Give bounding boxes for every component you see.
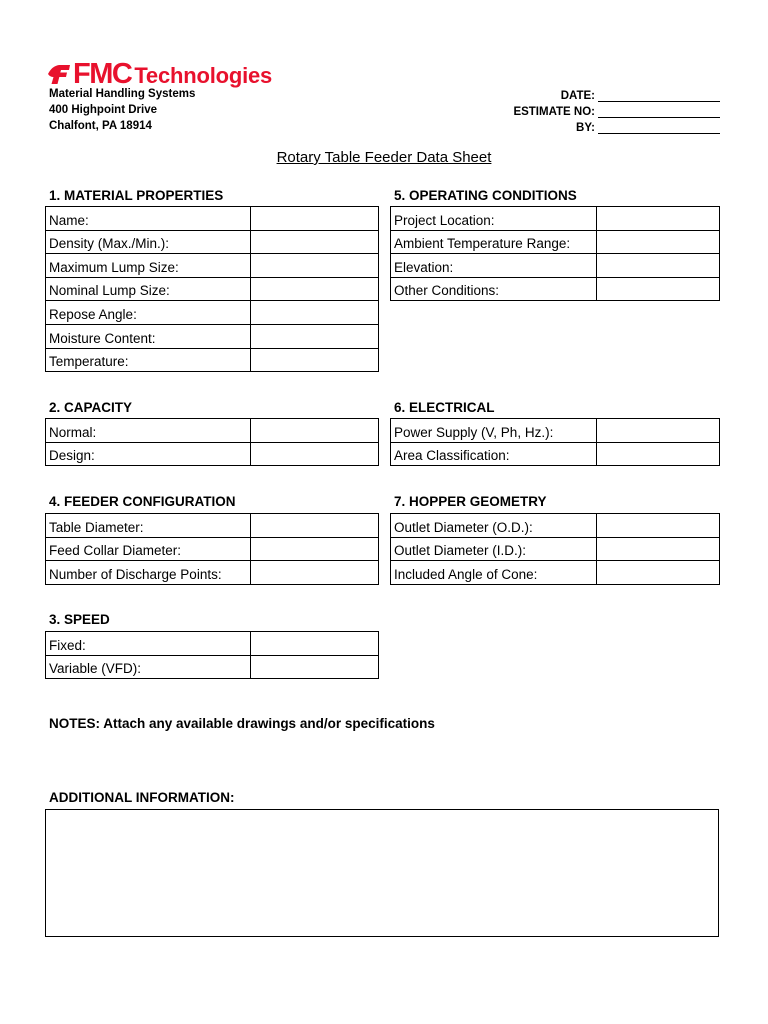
feeder-configuration-table: [45, 513, 379, 585]
value-cell[interactable]: [251, 561, 379, 585]
table-row: [46, 277, 379, 301]
table-row: [46, 655, 379, 679]
value-cell[interactable]: [597, 254, 720, 278]
value-cell[interactable]: [251, 207, 379, 231]
value-cell[interactable]: [597, 207, 720, 231]
value-cell[interactable]: [251, 348, 379, 372]
speed-heading: 3. SPEED: [49, 612, 110, 627]
hopper-geometry-table: [390, 513, 720, 585]
row-label: Design:: [46, 442, 251, 466]
row-label: Variable (VFD):: [46, 655, 251, 679]
row-label: Elevation:: [391, 254, 597, 278]
value-cell[interactable]: [251, 655, 379, 679]
row-label: Fixed:: [46, 632, 251, 656]
table-row: [391, 561, 720, 585]
table-row: [46, 324, 379, 348]
row-label: Name:: [46, 207, 251, 231]
row-label: Outlet Diameter (I.D.):: [391, 537, 597, 561]
capacity-table: [45, 418, 379, 466]
date-label: DATE:: [560, 90, 595, 102]
row-label: Power Supply (V, Ph, Hz.):: [391, 419, 597, 443]
estimate-no-label: ESTIMATE NO:: [513, 106, 595, 118]
value-cell[interactable]: [251, 230, 379, 254]
value-cell[interactable]: [597, 514, 720, 538]
value-cell[interactable]: [597, 230, 720, 254]
row-label: Table Diameter:: [46, 514, 251, 538]
table-row: [46, 632, 379, 656]
value-cell[interactable]: [251, 254, 379, 278]
estimate-no-field: [470, 102, 720, 118]
estimate-no-input-line[interactable]: [598, 104, 720, 118]
value-cell[interactable]: [251, 442, 379, 466]
value-cell[interactable]: [251, 301, 379, 325]
table-row: [391, 442, 720, 466]
address-division: Material Handling Systems: [49, 88, 196, 100]
value-cell[interactable]: [597, 442, 720, 466]
address-city: Chalfont, PA 18914: [49, 120, 152, 132]
value-cell[interactable]: [251, 537, 379, 561]
value-cell[interactable]: [251, 277, 379, 301]
row-label: Maximum Lump Size:: [46, 254, 251, 278]
table-row: [46, 537, 379, 561]
table-row: [391, 254, 720, 278]
table-row: [391, 277, 720, 301]
row-label: Nominal Lump Size:: [46, 277, 251, 301]
table-row: [46, 230, 379, 254]
value-cell[interactable]: [251, 514, 379, 538]
fmc-logo-icon: [46, 61, 72, 87]
date-input-line[interactable]: [598, 88, 720, 102]
logo-brand-text: FMC: [73, 57, 132, 90]
row-label: Outlet Diameter (O.D.):: [391, 514, 597, 538]
table-row: [46, 207, 379, 231]
table-row: [46, 442, 379, 466]
row-label: Included Angle of Cone:: [391, 561, 597, 585]
row-label: Moisture Content:: [46, 324, 251, 348]
value-cell[interactable]: [597, 277, 720, 301]
row-label: Other Conditions:: [391, 277, 597, 301]
row-label: Repose Angle:: [46, 301, 251, 325]
speed-table: [45, 631, 379, 679]
table-row: [46, 561, 379, 585]
material-properties-heading: 1. MATERIAL PROPERTIES: [49, 188, 224, 203]
row-label: Area Classification:: [391, 442, 597, 466]
logo-suffix-text: Technologies: [134, 62, 273, 88]
address-street: 400 Highpoint Drive: [49, 104, 157, 116]
material-properties-table: [45, 206, 379, 372]
table-row: [391, 537, 720, 561]
row-label: Project Location:: [391, 207, 597, 231]
table-row: [391, 419, 720, 443]
additional-info-box[interactable]: [45, 809, 719, 937]
by-label: BY:: [576, 122, 595, 134]
operating-conditions-table: [390, 206, 720, 301]
capacity-heading: 2. CAPACITY: [49, 400, 133, 415]
additional-info-heading: ADDITIONAL INFORMATION:: [49, 790, 235, 805]
by-input-line[interactable]: [598, 120, 720, 134]
row-label: Temperature:: [46, 348, 251, 372]
value-cell[interactable]: [251, 419, 379, 443]
operating-conditions-heading: 5. OPERATING CONDITIONS: [394, 188, 577, 203]
row-label: Normal:: [46, 419, 251, 443]
company-address: [49, 86, 195, 134]
value-cell[interactable]: [251, 324, 379, 348]
hopper-geometry-heading: 7. HOPPER GEOMETRY: [394, 494, 547, 509]
electrical-heading: 6. ELECTRICAL: [394, 400, 495, 415]
feeder-configuration-heading: 4. FEEDER CONFIGURATION: [49, 494, 236, 509]
header-fields: [470, 86, 720, 134]
value-cell[interactable]: [597, 537, 720, 561]
row-label: Density (Max./Min.):: [46, 230, 251, 254]
table-row: [46, 254, 379, 278]
by-field: [470, 118, 720, 134]
value-cell[interactable]: [251, 632, 379, 656]
table-row: [46, 419, 379, 443]
value-cell[interactable]: [597, 419, 720, 443]
row-label: Feed Collar Diameter:: [46, 537, 251, 561]
table-row: [46, 348, 379, 372]
page-title: Rotary Table Feeder Data Sheet: [276, 149, 492, 166]
table-row: [391, 207, 720, 231]
notes-text: NOTES: Attach any available drawings and/or specifications: [49, 716, 435, 731]
date-field: [470, 86, 720, 102]
table-row: [46, 514, 379, 538]
table-row: [391, 230, 720, 254]
table-row: [46, 301, 379, 325]
table-row: [391, 514, 720, 538]
value-cell[interactable]: [597, 561, 720, 585]
row-label: Number of Discharge Points:: [46, 561, 251, 585]
electrical-table: [390, 418, 720, 466]
row-label: Ambient Temperature Range:: [391, 230, 597, 254]
